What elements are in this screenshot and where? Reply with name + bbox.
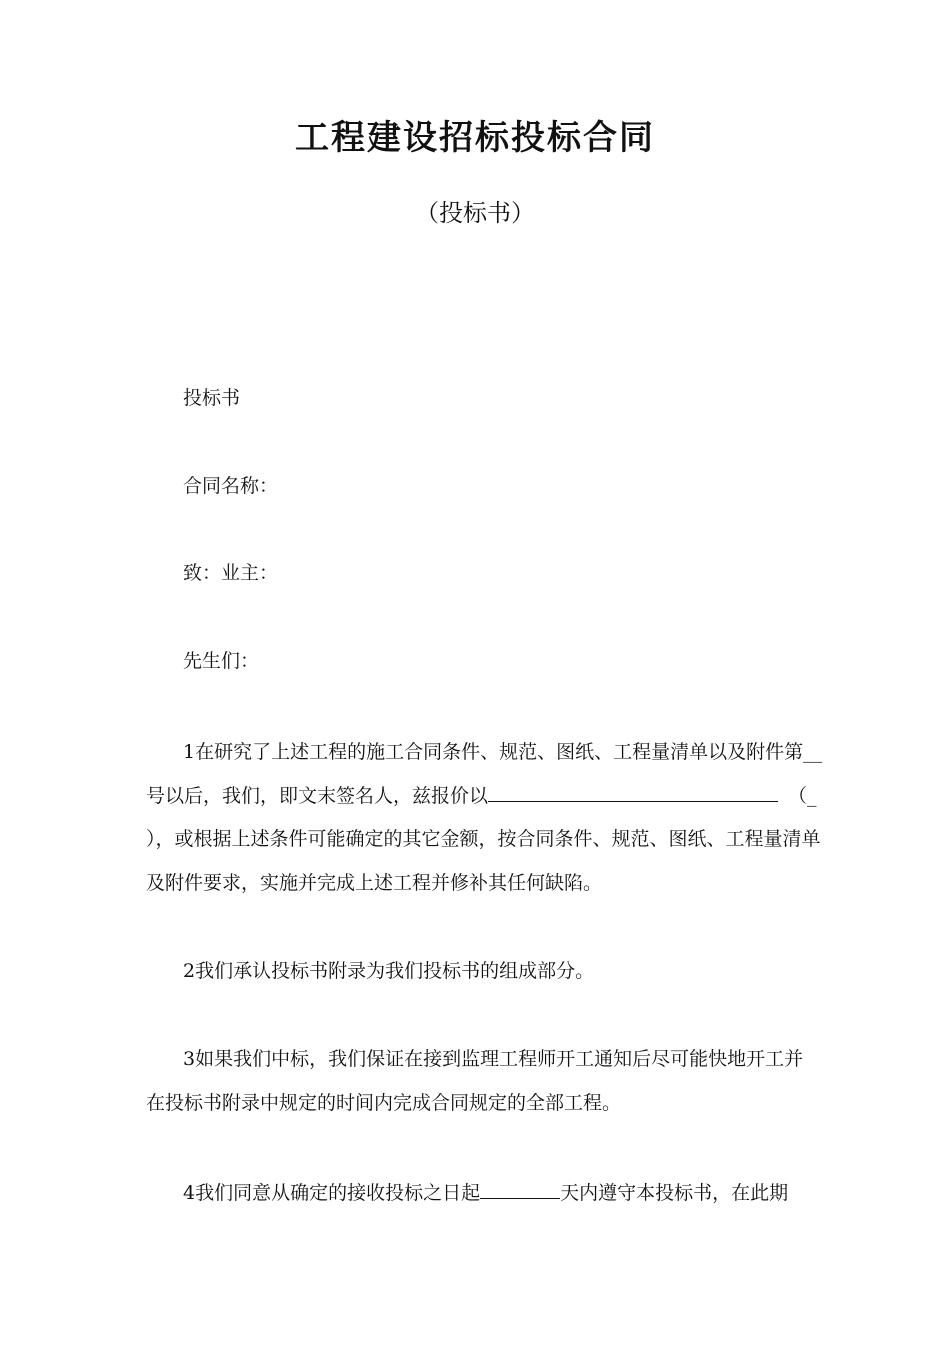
paragraph-1-line-2-end: （_ bbox=[788, 785, 817, 807]
section-heading: 投标书 bbox=[183, 387, 241, 409]
paragraph-1-line-4: 及附件要求，实施并完成上述工程并修补其任何缺陷。 bbox=[146, 872, 603, 894]
paragraph-1-line-2 bbox=[146, 781, 817, 810]
paragraph-3-line-2: 在投标书附录中规定的时间内完成合同规定的全部工程。 bbox=[146, 1092, 622, 1114]
days-blank bbox=[480, 1178, 560, 1199]
paragraph-1-line-1: 1在研究了上述工程的施工合同条件、规范、图纸、工程量清单以及附件第__ bbox=[183, 741, 823, 763]
to-owner-label: 致：业主： bbox=[183, 562, 279, 584]
contract-name-label: 合同名称： bbox=[183, 475, 279, 497]
paragraph-1-line-3: ），或根据上述条件可能确定的其它金额，按合同条件、规范、图纸、工程量清单 bbox=[146, 828, 821, 850]
paragraph-3-line-1: 3如果我们中标，我们保证在接到监理工程师开工通知后尽可能快地开工并 bbox=[183, 1048, 804, 1070]
paragraph-4-line-1 bbox=[183, 1178, 788, 1207]
salutation: 先生们： bbox=[183, 650, 260, 672]
paragraph-4-line-1-text: 4我们同意从确定的接收投标之日起 bbox=[183, 1182, 481, 1204]
document-title: 工程建设招标投标合同 bbox=[295, 118, 655, 158]
paragraph-4-line-1-end: 天内遵守本投标书，在此期 bbox=[560, 1182, 789, 1204]
paragraph-2-line-1: 2我们承认投标书附录为我们投标书的组成部分。 bbox=[183, 960, 595, 982]
price-blank bbox=[488, 781, 778, 802]
paragraph-1-line-2-text: 号以后，我们，即文末签名人，兹报价以 bbox=[146, 785, 489, 807]
document-subtitle: （投标书） bbox=[415, 199, 535, 227]
